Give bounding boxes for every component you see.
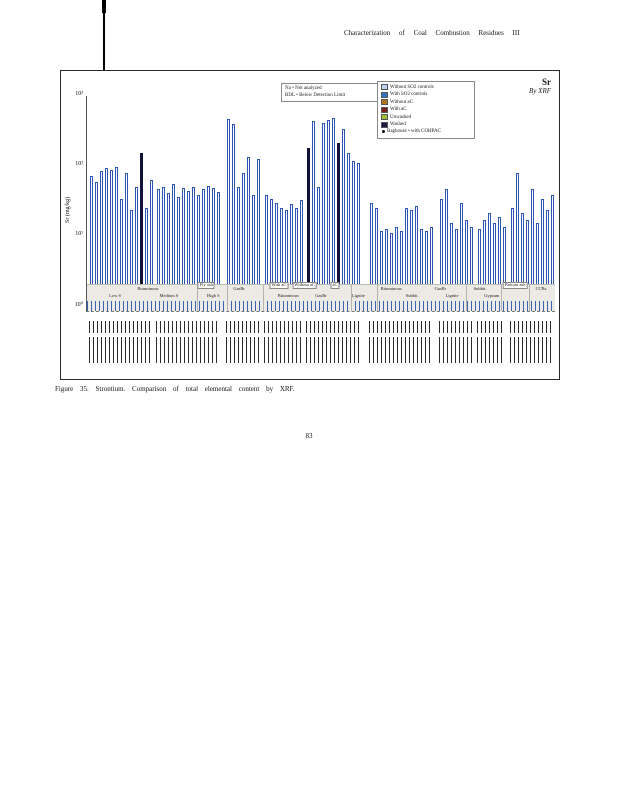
x-tick-label-block — [264, 321, 302, 333]
band-label: Bottom ash — [504, 282, 526, 287]
band-label: High S — [207, 293, 220, 298]
data-bar — [232, 124, 235, 311]
legend-label: Baghouse • with COHPAC — [387, 129, 441, 134]
band-label: CCBs — [535, 286, 547, 291]
x-tick-label-block — [477, 337, 505, 363]
note-line: Na • Not analyzed — [285, 86, 322, 91]
x-tick-label-block — [226, 321, 259, 333]
y-tick-label: 10¹ — [75, 231, 83, 237]
x-tick-label-block — [369, 337, 432, 363]
band-label: GasBr — [233, 286, 245, 291]
legend-label: Without aC — [390, 99, 413, 105]
page-number: 83 — [305, 432, 313, 440]
x-tick-label-block — [369, 321, 432, 333]
band-label: Lignite — [445, 293, 459, 298]
x-tick-label-block — [89, 337, 152, 363]
legend-swatch — [381, 84, 388, 90]
band-divider — [227, 285, 228, 311]
x-tick-label-block — [264, 337, 302, 363]
figure-caption: Figure 35. Strontium. Comparison of total elemental content by XRF. — [55, 385, 295, 393]
legend-label: With SO2 controls — [390, 92, 428, 97]
band-label: Medium S — [159, 293, 179, 298]
legend-item — [381, 84, 471, 90]
band-label: Bituminous — [277, 293, 299, 298]
method-label: By XRF — [529, 87, 551, 96]
data-bar — [322, 123, 325, 311]
band-divider — [197, 285, 198, 311]
x-tick-label-block — [510, 337, 553, 363]
band-label: GasBr — [315, 293, 327, 298]
scan-artifact-mark — [102, 0, 106, 13]
y-tick-label: 10³ — [75, 91, 83, 97]
band-label: Low S — [109, 293, 122, 298]
x-tick-label-block — [510, 321, 553, 333]
x-tick-label-block — [156, 321, 219, 333]
x-tick-label-block — [439, 337, 472, 363]
legend-label: With aC — [390, 107, 407, 112]
legend-label: Washed — [390, 122, 406, 127]
data-bar — [227, 119, 230, 311]
data-bar — [327, 120, 330, 311]
band-label: Bituminous — [137, 286, 159, 291]
band-label: Subbit. — [405, 293, 419, 298]
note-line: BDL • Below Detection Limit — [285, 92, 346, 98]
band-label: aC — [332, 282, 338, 287]
band-label: Fly ash — [199, 282, 213, 287]
running-header: Characterization of Coal Combustion Residues III — [344, 29, 520, 37]
band-label: GasBr — [434, 286, 447, 291]
band-label: Lignite — [351, 293, 365, 298]
element-symbol: Sr — [542, 77, 551, 87]
bdl-tick-row — [87, 301, 555, 311]
band-label: Without aC — [294, 282, 315, 287]
x-tick-label-block — [306, 321, 359, 333]
band-label: Gypsum — [484, 293, 500, 298]
y-tick-label: 10² — [75, 161, 83, 167]
x-tick-label-block — [306, 337, 359, 363]
band-divider — [529, 285, 530, 311]
band-divider — [466, 285, 467, 311]
band-divider — [263, 285, 264, 311]
x-tick-label-block — [477, 321, 505, 333]
y-axis-label: Sr (mg/kg) — [65, 196, 71, 223]
band-divider — [501, 285, 502, 311]
legend-label: Without SO2 controls — [390, 84, 434, 90]
category-band — [87, 284, 555, 311]
x-tick-label-block — [89, 321, 152, 333]
y-tick-label: 10⁰ — [74, 302, 83, 308]
x-tick-label-block — [156, 337, 219, 363]
x-tick-label-block — [439, 321, 472, 333]
figure-chart — [60, 70, 560, 380]
plot-area — [86, 96, 555, 312]
band-label: Subbit. — [473, 286, 487, 291]
band-label: With aC — [271, 282, 287, 287]
band-label: Bituminous — [380, 286, 402, 291]
legend-label: Unwashed — [390, 114, 412, 120]
chart-corner-label — [529, 77, 551, 95]
x-tick-label-block — [226, 337, 259, 363]
band-divider — [377, 285, 378, 311]
